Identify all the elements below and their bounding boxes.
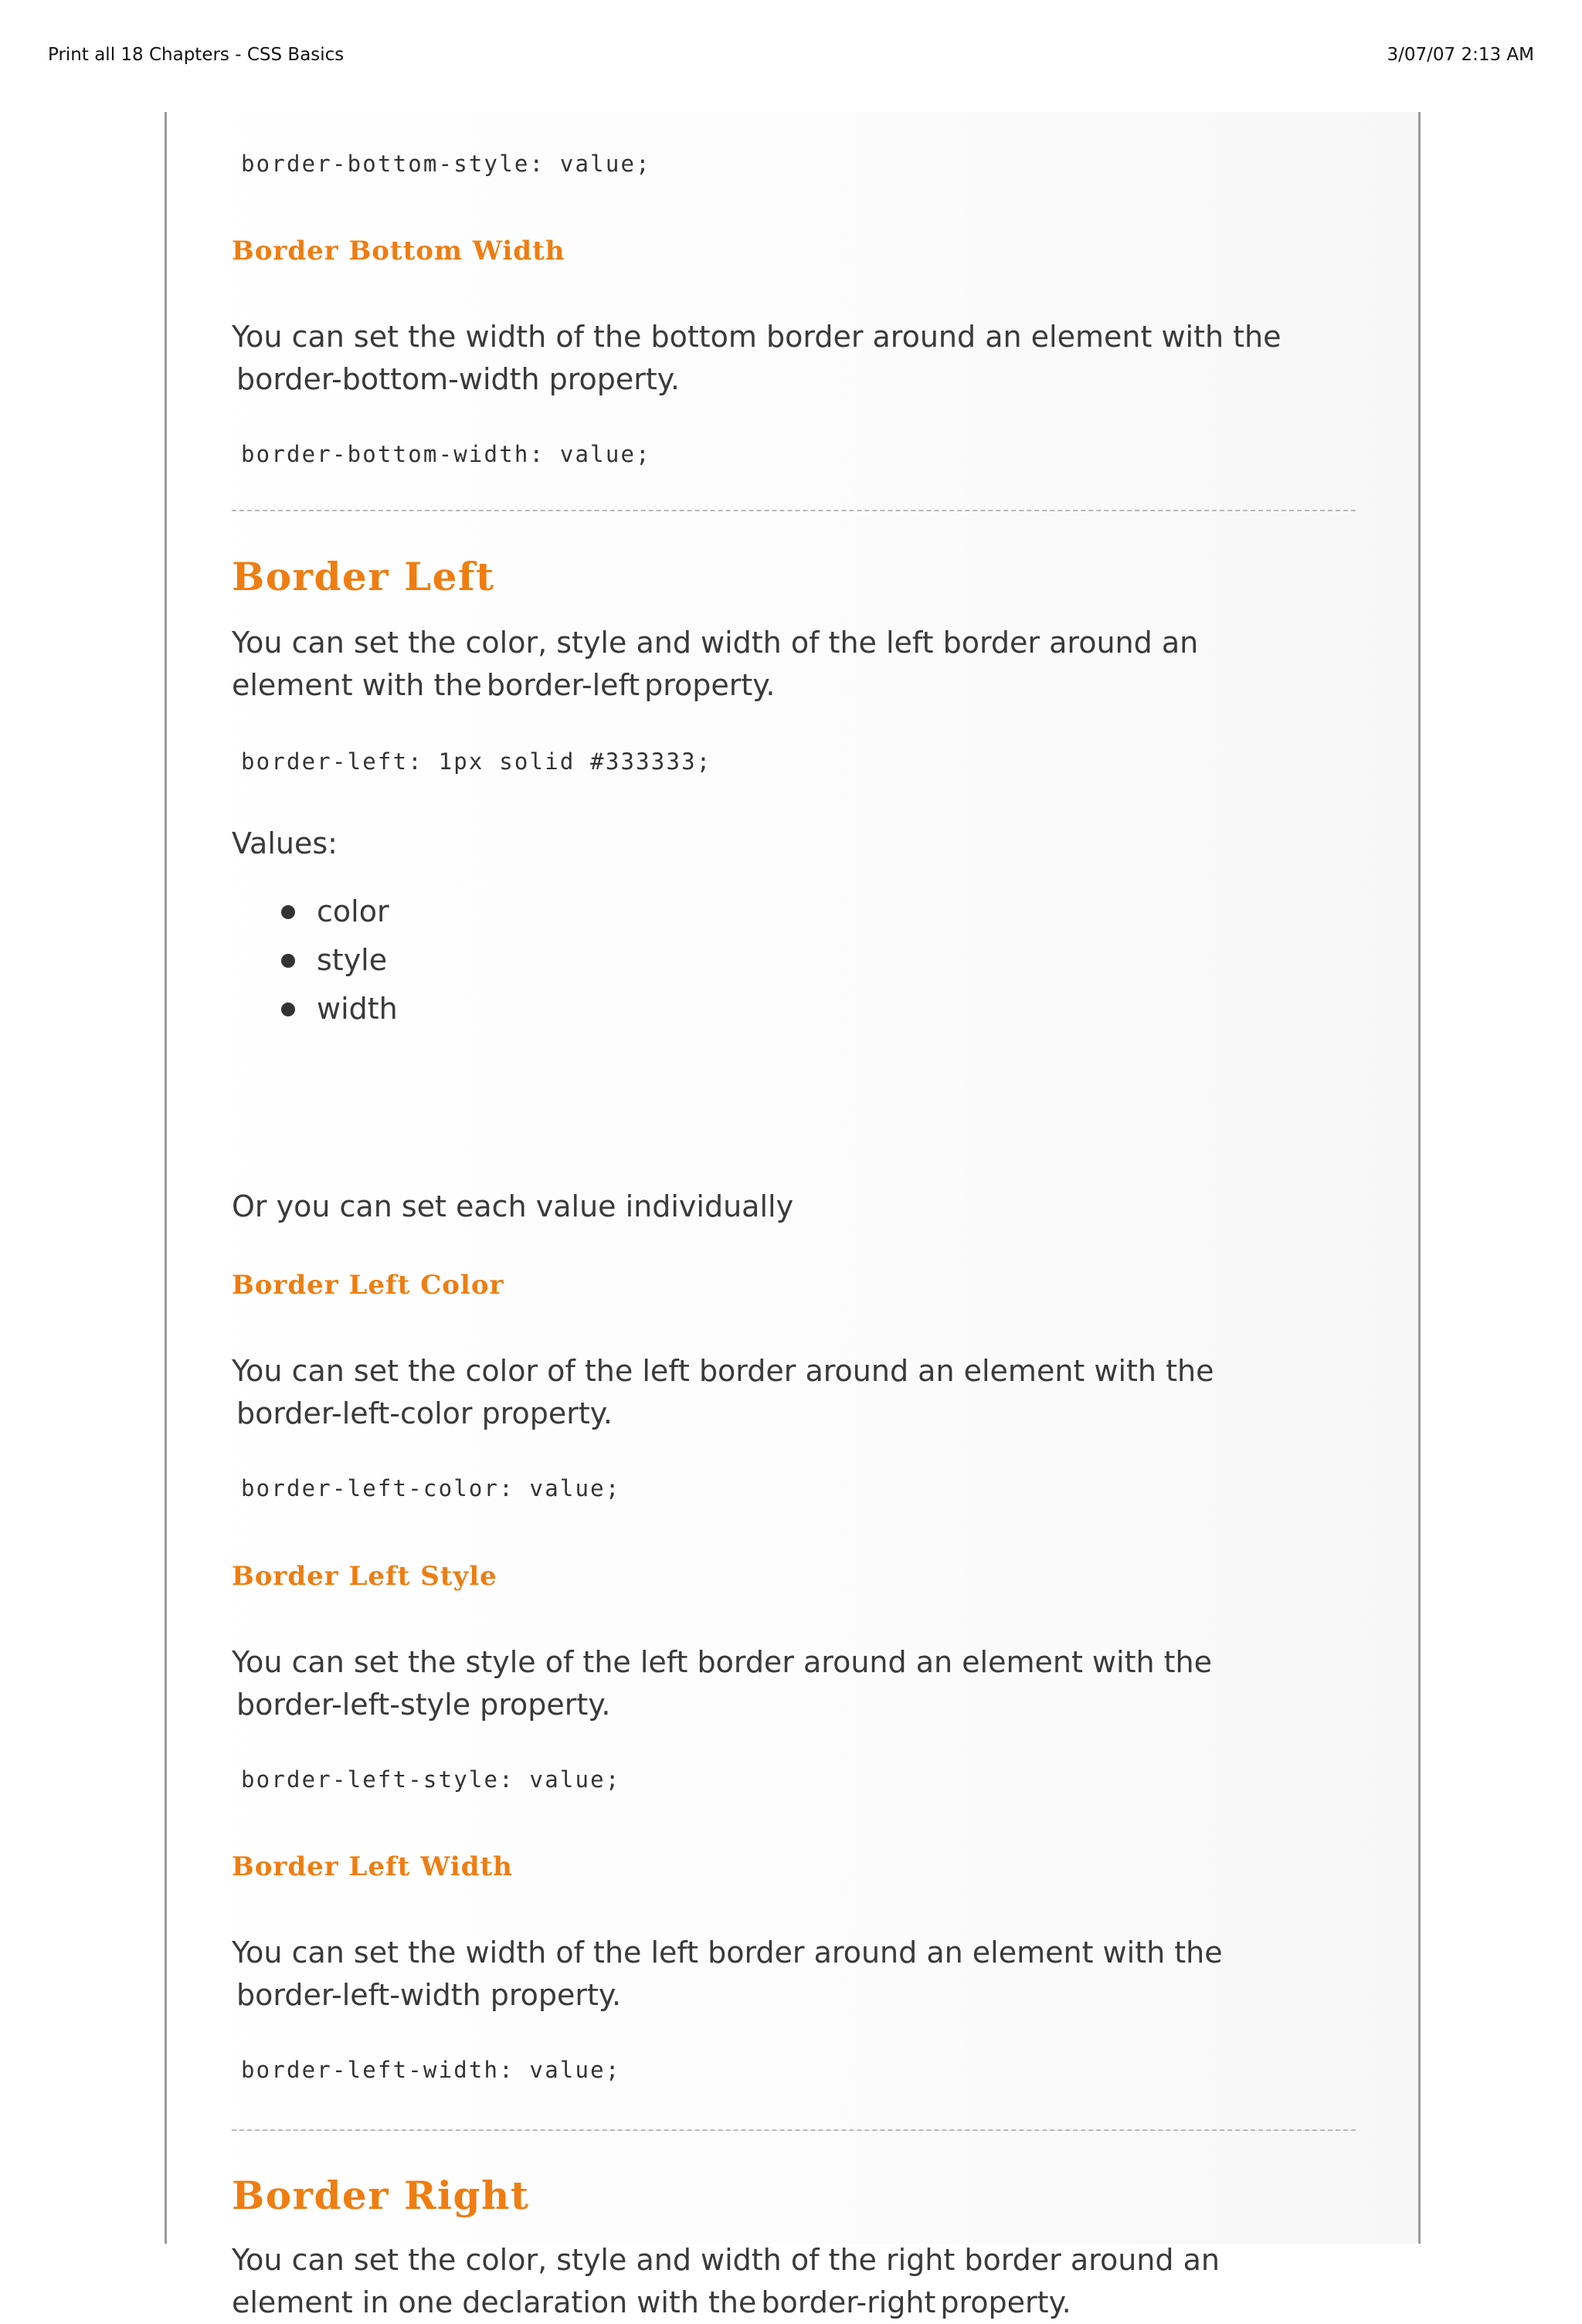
heading-border-left-width: Border Left Width [232, 1851, 513, 1882]
property-name: border-bottom-width [236, 362, 540, 396]
section-divider [232, 2129, 1356, 2131]
paragraph-individually: Or you can set each value individually [232, 1189, 794, 1223]
list-item-label: width [317, 992, 398, 1026]
heading-border-left: Border Left [232, 554, 495, 599]
paragraph-text: property. [940, 2285, 1071, 2319]
code-border-left-style: border-left-style: value; [241, 1766, 621, 1793]
paragraph-line: You can set the width of the bottom border around an element with the [232, 320, 1282, 354]
paragraph-line: You can set the width of the left border around an element with the [232, 1936, 1223, 1969]
heading-border-left-style: Border Left Style [232, 1561, 497, 1592]
property-name: border-right [761, 2285, 936, 2319]
property-name: border-left-style [236, 1688, 471, 1722]
paragraph-line [232, 1684, 1356, 1726]
bullet-icon [281, 954, 295, 968]
paragraph-line: You can set the style of the left border around an element with the [232, 1645, 1212, 1679]
paragraph-line [232, 2282, 1356, 2324]
paragraph-text: property. [548, 362, 680, 396]
paragraph-text: element with the [232, 668, 482, 702]
paragraph-line: You can set the color of the left border around an element with the [232, 1354, 1214, 1388]
content-frame [165, 112, 1421, 2319]
code-border-left-color: border-left-color: value; [241, 1475, 621, 1501]
list-item [232, 936, 398, 985]
paragraph-line: You can set the color, style and width of the right border around an [232, 2243, 1220, 2277]
bullet-icon [281, 1003, 295, 1016]
paragraph-text: property. [481, 1396, 613, 1430]
print-header [48, 45, 1534, 73]
heading-border-left-color: Border Left Color [232, 1270, 504, 1301]
heading-border-bottom-width: Border Bottom Width [232, 236, 565, 266]
code-border-left-width: border-left-width: value; [241, 2057, 621, 2083]
list-item [232, 985, 398, 1033]
section-divider [232, 510, 1356, 511]
paragraph-border-left-style [232, 1641, 1356, 1726]
code-border-left: border-left: 1px solid #333333; [241, 748, 712, 775]
values-list [232, 887, 398, 1033]
code-border-bottom-width: border-bottom-width: value; [241, 441, 651, 467]
bullet-icon [281, 905, 295, 919]
paragraph-border-left-width [232, 1932, 1356, 2017]
paragraph-border-right [232, 2239, 1356, 2324]
print-header-datetime: 3/07/07 2:13 AM [1387, 45, 1534, 65]
paragraph-line [232, 358, 1356, 401]
paragraph-border-left-color [232, 1350, 1356, 1435]
list-item [232, 887, 398, 936]
paragraph-border-left [232, 622, 1356, 707]
paragraph-line [232, 1974, 1356, 2017]
paragraph-line [232, 664, 1356, 707]
code-border-bottom-style: border-bottom-style: value; [241, 151, 651, 177]
property-name: border-left [486, 668, 640, 702]
heading-border-right: Border Right [232, 2173, 530, 2218]
list-item-label: color [317, 894, 389, 928]
paragraph-text: property. [644, 668, 776, 702]
print-header-title: Print all 18 Chapters - CSS Basics [48, 45, 345, 65]
paragraph-text: property. [490, 1978, 622, 2012]
paragraph-line: You can set the color, style and width of the left border around an [232, 626, 1199, 660]
property-name: border-left-width [236, 1978, 481, 2012]
list-item-label: style [317, 943, 388, 977]
paragraph-line [232, 1393, 1356, 1435]
paragraph-text: element in one declaration with the [232, 2285, 757, 2319]
paragraph-border-bottom-width [232, 316, 1356, 401]
paragraph-text: property. [480, 1688, 611, 1722]
property-name: border-left-color [236, 1396, 473, 1430]
values-label: Values: [232, 826, 338, 860]
